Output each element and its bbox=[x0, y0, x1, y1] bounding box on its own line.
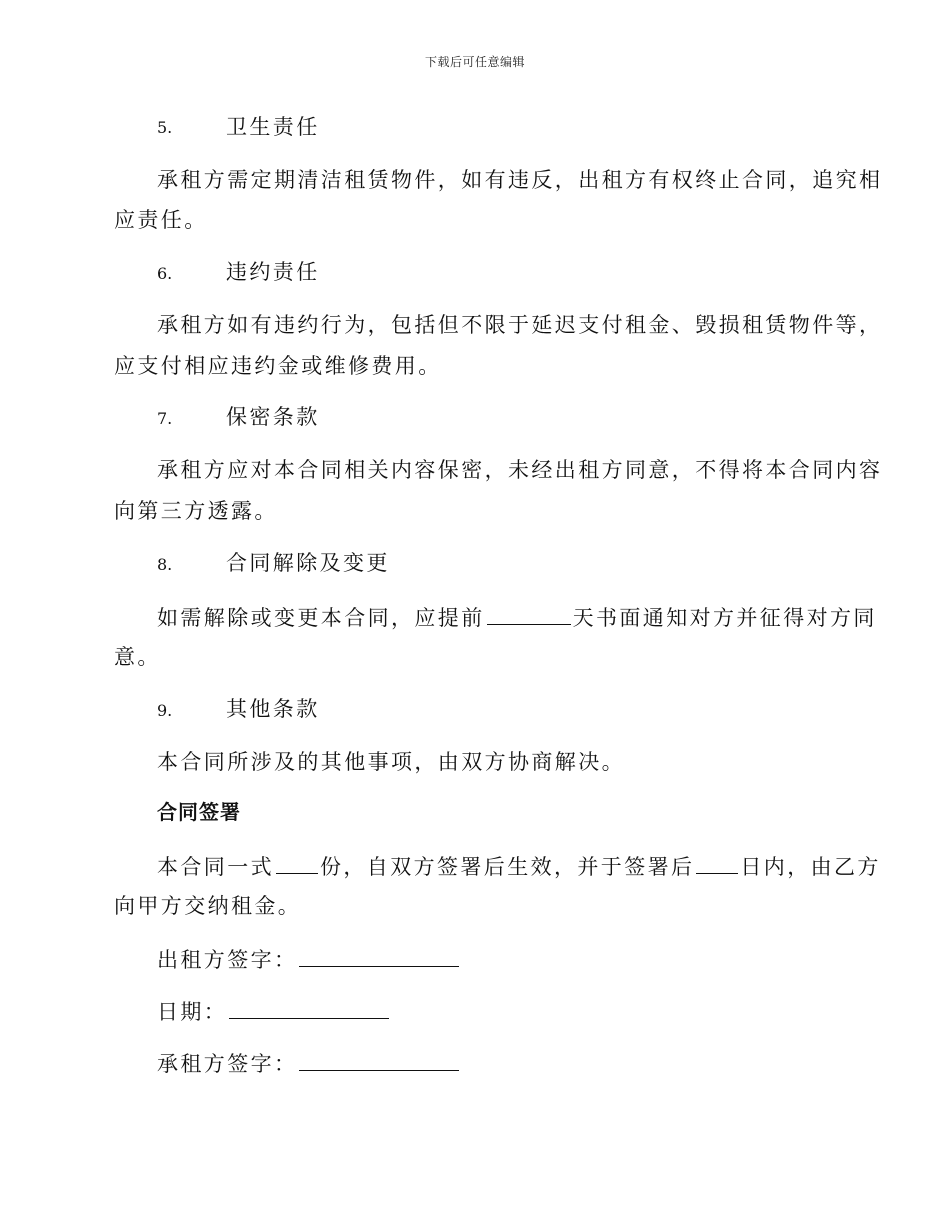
section-number: 9. bbox=[157, 701, 173, 720]
signing-heading: 合同签署 bbox=[157, 800, 241, 824]
section-title: 保密条款 bbox=[226, 405, 320, 429]
section-title: 其他条款 bbox=[226, 697, 320, 721]
lessee-signature-blank bbox=[299, 1052, 459, 1071]
payment-text: 日内，由乙方 bbox=[740, 855, 881, 879]
effective-text: 份，自双方签署后生效，并于签署后 bbox=[320, 855, 695, 879]
paragraph-line: 承租方应对本合同相关内容保密，未经出租方同意，不得将本合同内容 bbox=[157, 458, 883, 482]
paragraph-line: 意。 bbox=[114, 645, 161, 669]
notice-text-before: 如需解除或变更本合同，应提前 bbox=[157, 606, 485, 630]
section-number: 8. bbox=[157, 555, 173, 574]
lessor-signature-blank bbox=[299, 948, 459, 967]
paragraph-line: 承租方如有违约行为，包括但不限于延迟支付租金、毁损租赁物件等， bbox=[157, 313, 883, 337]
paragraph-line bbox=[157, 606, 877, 629]
page-header: 下载后可任意编辑 bbox=[424, 55, 525, 69]
date-blank bbox=[229, 1000, 389, 1019]
section-title: 卫生责任 bbox=[226, 115, 320, 139]
paragraph-line: 向第三方透露。 bbox=[114, 499, 278, 523]
notice-days-blank bbox=[487, 606, 571, 625]
paragraph-line: 承租方需定期清洁租赁物件，如有违反，出租方有权终止合同，追究相 bbox=[157, 168, 883, 192]
copies-text: 本合同一式 bbox=[157, 855, 274, 879]
lessor-signature-line bbox=[157, 948, 461, 971]
paragraph-line: 向甲方交纳租金。 bbox=[114, 894, 302, 918]
paragraph-line: 应支付相应违约金或维修费用。 bbox=[114, 354, 442, 378]
section-number: 5. bbox=[157, 118, 173, 137]
notice-text-after: 天书面通知对方并征得对方同 bbox=[572, 606, 877, 630]
paragraph-line: 应责任。 bbox=[114, 208, 208, 232]
section-number: 7. bbox=[157, 409, 173, 428]
paragraph-line bbox=[157, 855, 881, 878]
section-number: 6. bbox=[157, 264, 173, 283]
section-title: 合同解除及变更 bbox=[226, 551, 390, 575]
copies-blank bbox=[276, 855, 318, 874]
lessor-signature-label: 出租方签字： bbox=[157, 948, 298, 972]
lessee-signature-label: 承租方签字： bbox=[157, 1052, 298, 1076]
section-title: 违约责任 bbox=[226, 260, 320, 284]
paragraph-line: 本合同所涉及的其他事项，由双方协商解决。 bbox=[157, 750, 625, 774]
date-line bbox=[157, 1000, 391, 1023]
days-blank bbox=[696, 855, 738, 874]
date-label: 日期： bbox=[157, 1000, 228, 1024]
lessee-signature-line bbox=[157, 1052, 461, 1075]
